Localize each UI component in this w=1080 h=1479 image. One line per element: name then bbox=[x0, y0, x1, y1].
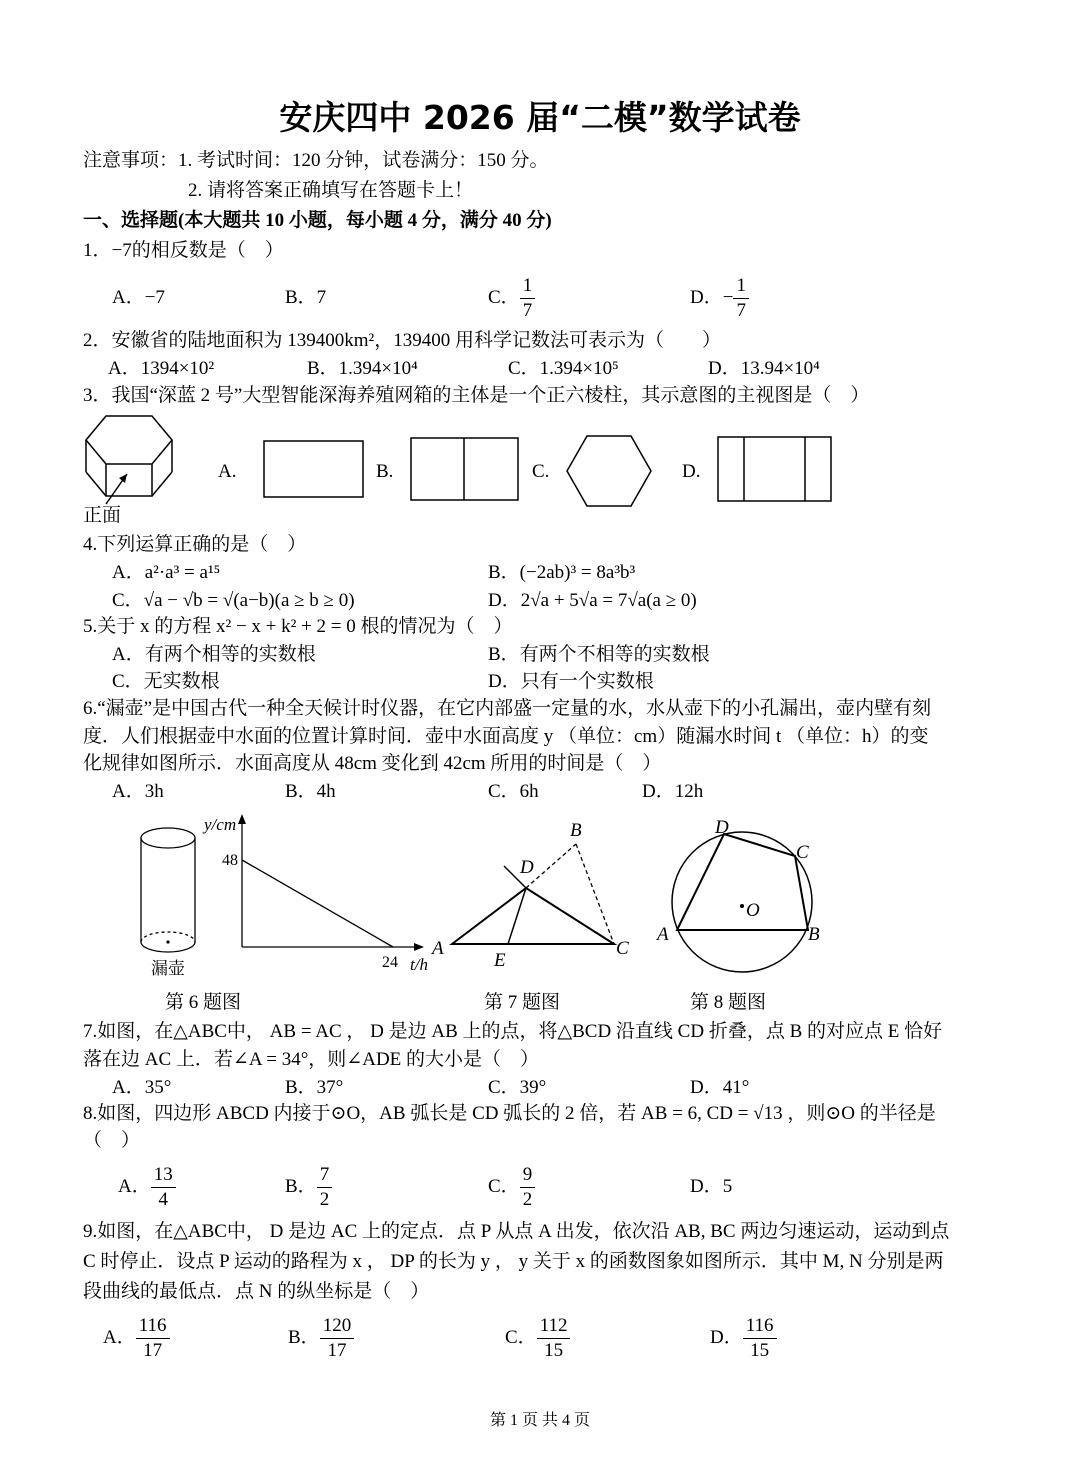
q2-option-b: B．1.394×10⁴ bbox=[307, 358, 418, 379]
q1-stem: 1．−7的相反数是（ ） bbox=[83, 240, 284, 261]
q8-label-a: A bbox=[657, 924, 669, 945]
notes-line-2: 2. 请将答案正确填写在答题卡上！ bbox=[188, 180, 474, 201]
q9-a-num: 116 bbox=[136, 1314, 170, 1339]
q7-option-a: A．35° bbox=[112, 1077, 172, 1098]
q9-b-label: B． bbox=[288, 1327, 320, 1348]
q4-option-b: B．(−2ab)³ = 8a³b³ bbox=[488, 562, 636, 583]
q8-label-c: C bbox=[796, 842, 809, 863]
q8-a-fraction bbox=[151, 1163, 176, 1212]
q7-figure bbox=[448, 838, 618, 948]
q3-stem: 3．我国“深蓝 2 号”大型智能深海养殖网箱的主体是一个正六棱柱，其示意图的主视图是（ ） bbox=[83, 385, 870, 406]
q7-label-c: C bbox=[616, 938, 629, 959]
q7-option-c: C．39° bbox=[488, 1077, 547, 1098]
q8-option-d: D．5 bbox=[690, 1176, 733, 1197]
q6-line-2: 度．人们根据壶中水面的位置计算时间．壶中水面高度 y （单位：cm）随漏水时间 t （单位：h）的变 bbox=[83, 726, 929, 747]
page-title: 安庆四中 2026 届“二模”数学试卷 bbox=[279, 98, 801, 137]
q8-b-num: 7 bbox=[317, 1163, 333, 1188]
q8-label-b: B bbox=[808, 924, 820, 945]
q3-option-b-label: B. bbox=[376, 461, 394, 482]
q3-option-a-label: A. bbox=[218, 461, 237, 482]
q5-option-b: B．有两个不相等的实数根 bbox=[488, 644, 710, 665]
q6-x-tick-24: 24 bbox=[382, 954, 398, 971]
q8-option-c bbox=[488, 1161, 535, 1213]
q9-d-num: 116 bbox=[743, 1314, 777, 1339]
q1-option-a: A．−7 bbox=[112, 287, 165, 308]
q9-c-fraction bbox=[537, 1314, 571, 1363]
q2-option-d: D．13.94×10⁴ bbox=[708, 358, 820, 379]
q2-option-a: A．1394×10² bbox=[108, 358, 215, 379]
q4-stem: 4.下列运算正确的是（ ） bbox=[83, 534, 307, 555]
q6-option-b: B．4h bbox=[285, 781, 336, 802]
notes-line-1: 注意事项：1. 考试时间：120 分钟，试卷满分：150 分。 bbox=[83, 150, 549, 171]
q6-line-1: 6.“漏壶”是中国古代一种全天候计时仪器，在它内部盛一定量的水，水从壶下的小孔漏出，壶内壁有刻 bbox=[83, 698, 932, 719]
page-footer: 第 1 页 共 4 页 bbox=[489, 1412, 590, 1429]
water-clock-label: 漏壶 bbox=[151, 959, 185, 978]
q2-stem: 2．安徽省的陆地面积为 139400km²，139400 用科学记数法可表示为（ ） bbox=[83, 330, 721, 351]
q1-option-c-fraction bbox=[520, 274, 536, 323]
q5-option-a: A．有两个相等的实数根 bbox=[112, 644, 316, 665]
q9-b-fraction bbox=[320, 1314, 355, 1363]
q8-c-num: 9 bbox=[520, 1163, 536, 1188]
q8-line-1: 8.如图，四边形 ABCD 内接于⊙O，AB 弧长是 CD 弧长的 2 倍，若 AB = 6, CD = √13 ，则⊙O 的半径是 bbox=[83, 1103, 936, 1124]
q6-graph-line bbox=[242, 860, 393, 947]
q6-option-a: A．3h bbox=[112, 781, 164, 802]
q7-option-b: B．37° bbox=[285, 1077, 344, 1098]
q6-option-d: D．12h bbox=[642, 781, 704, 802]
q7-option-d: D．41° bbox=[690, 1077, 750, 1098]
q7-line-2: 落在边 AC 上．若∠A = 34°，则∠ADE 的大小是（ ） bbox=[83, 1049, 540, 1070]
q9-option-d bbox=[710, 1312, 777, 1364]
q3-option-d-figure[interactable] bbox=[717, 436, 833, 502]
q8-c-fraction bbox=[520, 1163, 536, 1212]
q9-b-num: 120 bbox=[320, 1314, 355, 1339]
q9-c-num: 112 bbox=[537, 1314, 571, 1339]
q3-option-d-label: D. bbox=[682, 461, 701, 482]
q8-b-label: B． bbox=[285, 1176, 317, 1197]
q8-line-2: （ ） bbox=[83, 1130, 141, 1151]
q8-c-den: 2 bbox=[522, 1189, 533, 1211]
q1-d-num: 1 bbox=[733, 274, 749, 299]
section-heading: 一、选择题(本大题共 10 小题，每小题 4 分，满分 40 分) bbox=[83, 210, 552, 231]
q9-option-b bbox=[288, 1312, 354, 1364]
q7-label-d: D bbox=[520, 857, 534, 878]
q1-option-d-label: D．− bbox=[690, 287, 734, 308]
q9-b-den: 17 bbox=[327, 1340, 347, 1362]
q8-b-fraction bbox=[317, 1163, 333, 1212]
q9-a-den: 17 bbox=[143, 1340, 163, 1362]
q9-d-fraction bbox=[743, 1314, 777, 1363]
q6-graph bbox=[236, 814, 426, 950]
q1-option-d bbox=[690, 272, 749, 324]
q5-option-d: D．只有一个实数根 bbox=[488, 671, 654, 692]
q9-c-den: 15 bbox=[544, 1340, 564, 1362]
q6-y-tick-48: 48 bbox=[222, 852, 238, 869]
q4-option-a: A．a²·a³ = a¹⁵ bbox=[112, 562, 221, 583]
q9-d-label: D． bbox=[710, 1327, 743, 1348]
q6-line-3: 化规律如图所示．水面高度从 48cm 变化到 42cm 所用的时间是（ ） bbox=[83, 753, 662, 774]
q8-option-a bbox=[118, 1161, 176, 1213]
q1-c-den: 7 bbox=[522, 300, 533, 322]
figure-7-caption: 第 7 题图 bbox=[484, 992, 561, 1013]
q8-label-o: O bbox=[746, 900, 760, 921]
q2-option-c: C．1.394×10⁵ bbox=[508, 358, 619, 379]
q8-a-label: A． bbox=[118, 1176, 151, 1197]
q9-line-3: 段曲线的最低点．点 N 的纵坐标是（ ） bbox=[83, 1281, 430, 1302]
q7-line-1: 7.如图，在△ABC中， AB = AC ， D 是边 AB 上的点，将△BCD 沿直线 CD 折叠，点 B 的对应点 E 恰好 bbox=[83, 1021, 943, 1042]
q9-a-label: A． bbox=[103, 1327, 136, 1348]
q9-option-a bbox=[103, 1312, 170, 1364]
front-label: 正面 bbox=[83, 505, 122, 526]
q3-option-c-figure[interactable] bbox=[565, 434, 653, 508]
q1-option-c bbox=[488, 272, 535, 324]
q1-d-den: 7 bbox=[736, 300, 746, 322]
q3-option-a-figure[interactable] bbox=[263, 440, 365, 498]
q6-y-axis-label: y/cm bbox=[204, 815, 237, 834]
q1-option-c-label: C． bbox=[488, 287, 520, 308]
q7-label-b: B bbox=[570, 820, 582, 841]
q4-option-d: D．2√a + 5√a = 7√a(a ≥ 0) bbox=[488, 590, 697, 611]
q3-option-c-label: C. bbox=[532, 461, 550, 482]
q1-option-b: B．7 bbox=[285, 287, 327, 308]
q8-c-label: C． bbox=[488, 1176, 520, 1197]
q9-line-1: 9.如图，在△ABC中， D 是边 AC 上的定点．点 P 从点 A 出发，依次沿 AB, BC 两边匀速运动，运动到点 bbox=[83, 1221, 950, 1242]
q8-a-den: 4 bbox=[158, 1189, 168, 1211]
q8-label-d: D bbox=[715, 817, 729, 838]
q9-line-2: C 时停止．设点 P 运动的路程为 x ， DP 的长为 y ， y 关于 x 的函数图象如图所示．其中 M, N 分别是两 bbox=[83, 1251, 944, 1272]
q5-stem: 5.关于 x 的方程 x² − x + k² + 2 = 0 根的情况为（ ） bbox=[83, 616, 513, 637]
q7-label-e: E bbox=[494, 950, 506, 971]
q8-b-den: 2 bbox=[319, 1189, 330, 1211]
q3-option-b-figure[interactable] bbox=[410, 437, 520, 501]
q1-option-d-fraction bbox=[733, 274, 749, 323]
figure-8-caption: 第 8 题图 bbox=[690, 992, 767, 1013]
water-clock-figure bbox=[138, 826, 198, 954]
q8-a-num: 13 bbox=[151, 1163, 176, 1188]
q4-option-c: C．√a − √b = √(a−b)(a ≥ b ≥ 0) bbox=[112, 590, 355, 611]
hexagonal-prism-figure bbox=[82, 412, 182, 504]
q1-c-num: 1 bbox=[520, 274, 536, 299]
figure-6-caption: 第 6 题图 bbox=[165, 992, 242, 1013]
q5-option-c: C．无实数根 bbox=[112, 671, 220, 692]
q6-option-c: C．6h bbox=[488, 781, 539, 802]
q9-a-fraction bbox=[136, 1314, 170, 1363]
q8-figure bbox=[668, 828, 816, 976]
q7-label-a: A bbox=[432, 938, 444, 959]
q9-c-label: C． bbox=[505, 1327, 537, 1348]
q9-d-den: 15 bbox=[750, 1340, 770, 1362]
q9-option-c bbox=[505, 1312, 570, 1364]
q6-x-axis-label: t/h bbox=[410, 955, 428, 974]
q8-option-b bbox=[285, 1161, 332, 1213]
